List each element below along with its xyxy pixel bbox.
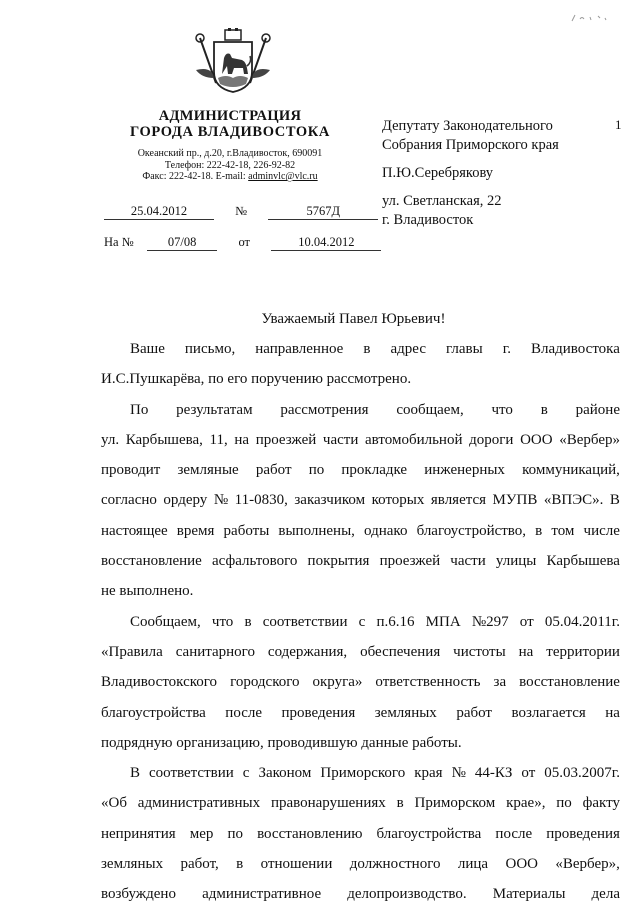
word: г. bbox=[502, 341, 511, 357]
organization-fax-email bbox=[100, 171, 360, 183]
word: работ bbox=[255, 462, 292, 479]
word: за bbox=[493, 674, 507, 691]
word: числе bbox=[583, 522, 620, 539]
word: округа» bbox=[312, 674, 363, 691]
outgoing-number: 5767Д bbox=[268, 204, 378, 220]
word: в bbox=[363, 341, 371, 357]
paragraph-2 bbox=[101, 395, 620, 607]
word: Приморского bbox=[320, 765, 406, 782]
word: направленное bbox=[255, 341, 344, 357]
word: «Об bbox=[101, 795, 127, 812]
body-line bbox=[101, 637, 620, 667]
paragraph-3 bbox=[101, 607, 620, 758]
body-line bbox=[101, 516, 620, 546]
word: земляных bbox=[374, 704, 437, 721]
word: после bbox=[225, 704, 262, 721]
word: № bbox=[213, 492, 229, 509]
word: проведения bbox=[281, 704, 356, 721]
word: МУПВ bbox=[492, 492, 538, 509]
body-line: не выполнено. bbox=[101, 583, 194, 600]
word: настоящее bbox=[101, 522, 168, 539]
word: 44-КЗ bbox=[474, 765, 513, 782]
word: восстановлению bbox=[257, 825, 363, 842]
word: которых bbox=[371, 492, 425, 509]
word: «Вербер», bbox=[555, 856, 620, 873]
body-line bbox=[101, 395, 620, 425]
word: сообщаем, bbox=[396, 401, 464, 418]
word: части bbox=[322, 431, 359, 448]
letter-body bbox=[101, 334, 620, 910]
word: работ, bbox=[180, 856, 219, 873]
body-line bbox=[101, 819, 620, 849]
word: По bbox=[130, 401, 149, 418]
recipient-street: ул. Светланская, 22 bbox=[382, 193, 502, 209]
word: заказчиком bbox=[294, 492, 366, 509]
word: восстановление bbox=[101, 553, 202, 570]
word: 11, bbox=[209, 431, 228, 448]
body-line bbox=[101, 607, 620, 637]
word: МПА bbox=[425, 613, 461, 630]
word: благоустройства bbox=[376, 825, 482, 842]
from-label: от bbox=[238, 235, 251, 249]
body-line bbox=[101, 698, 620, 728]
fax-label: Факс: 222-42-18. E-mail: bbox=[142, 171, 249, 182]
handwritten-mark-icon bbox=[570, 13, 610, 23]
word: городского bbox=[230, 674, 300, 691]
word: мер bbox=[189, 825, 214, 842]
word: том bbox=[551, 522, 575, 539]
word: возбуждено bbox=[101, 886, 176, 903]
word: время bbox=[176, 522, 215, 539]
recipient-title-line2: Собрания Приморского края bbox=[382, 137, 559, 153]
paragraph-1 bbox=[101, 334, 620, 395]
body-line bbox=[101, 334, 620, 364]
word: непринятия bbox=[101, 825, 176, 842]
word: лица bbox=[457, 856, 489, 873]
word: отношении bbox=[260, 856, 333, 873]
word: инженерных bbox=[424, 462, 505, 479]
organization-address: Океанский пр., д.20, г.Владивосток, 690091 bbox=[137, 148, 323, 159]
word: возлагается bbox=[511, 704, 586, 721]
word: делопроизводство. bbox=[347, 886, 467, 903]
body-line: подрядную организацию, проводившую данные работы. bbox=[101, 734, 462, 751]
word: на bbox=[234, 431, 250, 448]
word: по bbox=[556, 795, 572, 812]
word: прокладке bbox=[341, 462, 408, 479]
word: проведения bbox=[546, 825, 620, 842]
word: ООО bbox=[505, 856, 538, 873]
word: соответствии bbox=[149, 765, 234, 782]
word: Приморском bbox=[414, 795, 496, 812]
body-line bbox=[101, 758, 620, 788]
word: 05.04.2011г. bbox=[544, 613, 620, 630]
organization-name-line2: ГОРОДА ВЛАДИВОСТОКА bbox=[130, 124, 330, 140]
word: края bbox=[414, 765, 443, 782]
word: части bbox=[450, 553, 486, 570]
word: административное bbox=[202, 886, 322, 903]
word: с bbox=[242, 765, 250, 782]
reply-to-number: 07/08 bbox=[147, 235, 217, 251]
word: согласно bbox=[101, 492, 157, 509]
word: автомобильной bbox=[365, 431, 463, 448]
word: В bbox=[609, 492, 620, 509]
body-line bbox=[101, 425, 620, 455]
coat-of-arms-icon bbox=[192, 28, 274, 94]
word: Сообщаем, bbox=[130, 613, 201, 630]
body-line: И.С.Пушкарёва, по его поручению рассмотрено. bbox=[101, 371, 412, 388]
word: правонарушениях bbox=[270, 795, 386, 812]
word: санитарного bbox=[175, 643, 255, 660]
body-line bbox=[101, 485, 620, 515]
word: проезжей bbox=[255, 431, 317, 448]
word: по bbox=[227, 825, 243, 842]
word: ордеру bbox=[163, 492, 208, 509]
word: после bbox=[495, 825, 533, 842]
paragraph-4 bbox=[101, 758, 620, 909]
outgoing-reference-row bbox=[104, 204, 378, 220]
word: факту bbox=[582, 795, 620, 812]
word: выполнены, bbox=[278, 522, 355, 539]
number-label: № bbox=[235, 204, 248, 218]
word: покрытия bbox=[307, 553, 370, 570]
word: адрес bbox=[390, 341, 426, 357]
body-line bbox=[101, 546, 620, 576]
word: по bbox=[308, 462, 325, 479]
word: дела bbox=[591, 886, 620, 903]
word: в bbox=[236, 856, 244, 873]
word: результатам bbox=[176, 401, 253, 418]
word: дороги bbox=[469, 431, 514, 448]
word: № bbox=[451, 765, 466, 782]
word: от bbox=[521, 765, 536, 782]
word: «Правила bbox=[101, 643, 163, 660]
incoming-reference-row bbox=[104, 235, 381, 251]
word: 11-0830, bbox=[234, 492, 288, 509]
body-line bbox=[101, 879, 620, 909]
word: Владивостока bbox=[531, 341, 620, 357]
word: районе bbox=[575, 401, 620, 418]
word: Карбышева, bbox=[125, 431, 203, 448]
word: Владивостокского bbox=[101, 674, 218, 691]
word: является bbox=[430, 492, 487, 509]
word: земляные bbox=[177, 462, 239, 479]
word: письмо, bbox=[184, 341, 236, 357]
word: в bbox=[244, 613, 252, 630]
organization-name-line1: АДМИНИСТРАЦИЯ bbox=[158, 108, 302, 124]
word: проезжей bbox=[379, 553, 441, 570]
word: рассмотрения bbox=[280, 401, 369, 418]
word: ООО bbox=[520, 431, 553, 448]
reply-to-label: На № bbox=[104, 235, 134, 249]
word: Карбышева bbox=[546, 553, 620, 570]
word: в bbox=[535, 522, 543, 539]
word: должностного bbox=[349, 856, 441, 873]
body-line bbox=[101, 667, 620, 697]
word: работы bbox=[223, 522, 270, 539]
word: на bbox=[518, 643, 534, 660]
word: благоустройство, bbox=[416, 522, 527, 539]
word: территории bbox=[546, 643, 620, 660]
word: «ВПЭС». bbox=[543, 492, 604, 509]
word: чистоты bbox=[453, 643, 506, 660]
word: «Вербер» bbox=[559, 431, 620, 448]
organization-phone: Телефон: 222-42-18, 226-92-82 bbox=[164, 159, 296, 171]
word: однако bbox=[364, 522, 408, 539]
word: благоустройства bbox=[101, 704, 206, 721]
recipient-name: П.Ю.Серебрякову bbox=[382, 165, 494, 181]
outgoing-date: 25.04.2012 bbox=[104, 204, 214, 220]
word: соответствии bbox=[262, 613, 348, 630]
word: на bbox=[605, 704, 620, 721]
word: работ bbox=[456, 704, 492, 721]
word: от bbox=[519, 613, 534, 630]
word: №297 bbox=[471, 613, 509, 630]
salutation: Уважаемый Павел Юрьевич! bbox=[261, 311, 446, 327]
word: асфальтового bbox=[212, 553, 298, 570]
word: ул. bbox=[101, 431, 120, 448]
word: Законом bbox=[258, 765, 312, 782]
word: административных bbox=[137, 795, 261, 812]
word: п.6.16 bbox=[376, 613, 415, 630]
word: проводит bbox=[101, 462, 161, 479]
word: содержания, bbox=[267, 643, 348, 660]
body-line bbox=[101, 788, 620, 818]
word: улицы bbox=[495, 553, 537, 570]
word: главы bbox=[446, 341, 483, 357]
word: В bbox=[130, 765, 141, 782]
reply-to-date: 10.04.2012 bbox=[271, 235, 381, 251]
word: ответственность bbox=[375, 674, 481, 691]
word: земляных bbox=[101, 856, 164, 873]
page-mark: 1 bbox=[615, 117, 622, 132]
recipient-title-line1: Депутату Законодательного bbox=[382, 118, 553, 134]
word: обеспечения bbox=[360, 643, 441, 660]
word: Ваше bbox=[130, 341, 165, 357]
word: с bbox=[358, 613, 366, 630]
recipient-city: г. Владивосток bbox=[382, 212, 474, 228]
body-line bbox=[101, 849, 620, 879]
email-link[interactable]: adminvlc@vlc.ru bbox=[248, 171, 318, 182]
word: коммуникаций, bbox=[522, 462, 620, 479]
word: крае», bbox=[506, 795, 546, 812]
body-line bbox=[101, 455, 620, 485]
word: в bbox=[396, 795, 404, 812]
word: в bbox=[540, 401, 548, 418]
word: что bbox=[211, 613, 234, 630]
word: Материалы bbox=[492, 886, 566, 903]
word: что bbox=[491, 401, 513, 418]
word: 05.03.2007г. bbox=[544, 765, 620, 782]
word: восстановление bbox=[519, 674, 620, 691]
